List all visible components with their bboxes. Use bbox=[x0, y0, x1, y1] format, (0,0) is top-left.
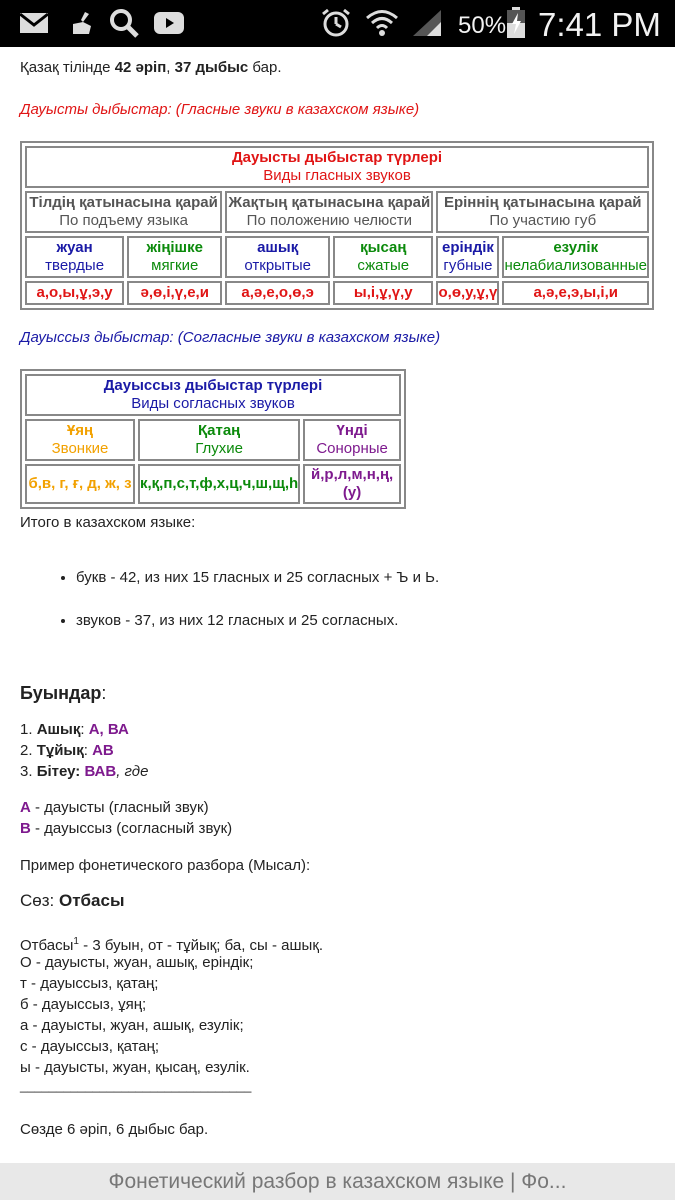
syllable-extra: , где bbox=[116, 763, 149, 780]
syllable-sep: : bbox=[80, 721, 89, 738]
syllable-name: Ашық bbox=[36, 721, 81, 738]
analysis-footnote: 1 bbox=[73, 936, 79, 947]
vowel-group-ru: По положению челюсти bbox=[246, 212, 413, 229]
consonant-letters: к,қ,п,с,т,ф,х,ц,ч,ш,щ,һ bbox=[138, 464, 300, 504]
battery-percent: 50% bbox=[458, 12, 507, 39]
vowel-type-cell bbox=[225, 236, 330, 278]
vowel-type-kz: қысаң bbox=[360, 239, 407, 256]
syllable-value: А, ВА bbox=[88, 721, 129, 738]
consonant-type-kz: Ұяң bbox=[66, 422, 94, 439]
syllables-heading bbox=[20, 683, 106, 704]
example-heading: Пример фонетического разбора (Мысал): bbox=[20, 857, 311, 874]
vowel-group-ru: По участию губ bbox=[489, 212, 597, 229]
analysis-line: О - дауысты, жуан, ашық, еріндік; bbox=[20, 954, 254, 971]
consonant-letters: й,р,л,м,н,ң,(у) bbox=[303, 464, 401, 504]
consonant-letters: б,в, г, ғ, д, ж, з bbox=[25, 464, 135, 504]
vowel-type-cell bbox=[25, 236, 124, 278]
consonant-type-kz: Үнді bbox=[336, 422, 368, 439]
vowel-group-header bbox=[225, 191, 433, 233]
vowel-type-cell bbox=[502, 236, 649, 278]
vowel-group-ru: По подъему языка bbox=[59, 212, 188, 229]
vowel-type-ru: губные bbox=[443, 257, 493, 274]
clock: 7:41 PM bbox=[538, 6, 661, 43]
vowel-type-ru: мягкие bbox=[151, 257, 199, 274]
consonants-heading: Дауыссыз дыбыстар: (Согласные звуки в казахском языке) bbox=[20, 329, 441, 346]
wifi-icon bbox=[365, 8, 399, 38]
vowel-type-kz: еріндік bbox=[441, 239, 494, 256]
consonant-title-ru: Виды согласных звуков bbox=[131, 395, 295, 412]
analysis-line: с - дауыссыз, қатаң; bbox=[20, 1038, 160, 1055]
intro-sounds: 37 дыбыс bbox=[174, 59, 249, 76]
syllables-title: Буындар bbox=[20, 683, 102, 703]
syllables-colon: : bbox=[101, 683, 107, 703]
syllable-name: Тұйық bbox=[36, 742, 84, 759]
syllable-item bbox=[20, 742, 114, 759]
syllable-name: Бітеу: bbox=[36, 763, 81, 780]
vowel-letters: о,ө,у,ұ,ү bbox=[436, 281, 499, 305]
vowel-group-kz: Жақтың қатынасына қарай bbox=[228, 194, 431, 211]
syllable-num: 1. bbox=[20, 721, 37, 738]
totals-list bbox=[58, 612, 398, 629]
cleaner-icon bbox=[68, 8, 96, 38]
youtube-icon bbox=[153, 8, 185, 38]
list-item: • звуков - 37, из них 12 гласных и 25 согласных. bbox=[76, 612, 398, 629]
list-item: • букв - 42, из них 15 гласных и 25 согласных + Ъ и Ь. bbox=[76, 569, 439, 586]
vowel-type-cell bbox=[127, 236, 222, 278]
vowel-title-ru: Виды гласных звуков bbox=[263, 167, 411, 184]
analysis-line: ы - дауысты, жуан, қысаң, езулік. bbox=[20, 1059, 250, 1076]
intro-suffix: бар. bbox=[248, 59, 282, 76]
consonant-table bbox=[20, 369, 406, 509]
vowel-type-ru: сжатые bbox=[357, 257, 410, 274]
legend-text: - дауыссыз (согласный звук) bbox=[30, 820, 233, 837]
example-word bbox=[20, 891, 124, 911]
legend-item bbox=[20, 820, 232, 837]
consonant-type-kz: Қатаң bbox=[197, 422, 241, 439]
vowel-letters: ә,ө,і,ү,е,и bbox=[127, 281, 222, 305]
vowel-group-kz: Еріннің қатынасына қарай bbox=[443, 194, 642, 211]
syllable-num: 2. bbox=[20, 742, 37, 759]
vowel-letters: а,ә,е,э,ы,і,и bbox=[502, 281, 649, 305]
word-value: Отбасы bbox=[58, 891, 125, 910]
vowels-heading: Дауысты дыбыстар: (Гласные звуки в казахском языке) bbox=[20, 101, 420, 118]
page-title-footer[interactable]: Фонетический разбор в казахском языке | Фо... bbox=[0, 1163, 675, 1200]
vowel-type-kz: жіңішке bbox=[146, 239, 203, 256]
syllable-item bbox=[20, 763, 148, 780]
vowel-type-kz: езулік bbox=[553, 239, 599, 256]
analysis-line: т - дауыссыз, қатаң; bbox=[20, 975, 159, 992]
legend-text: - дауысты (гласный звук) bbox=[30, 799, 209, 816]
syllable-value: АВ bbox=[92, 742, 114, 759]
analysis-post: - 3 буын, от - тұйық; ба, сы - ашық. bbox=[78, 937, 324, 954]
vowel-table bbox=[20, 141, 654, 310]
vowel-type-ru: открытые bbox=[244, 257, 311, 274]
alarm-icon bbox=[320, 8, 352, 38]
syllable-num: 3. bbox=[20, 763, 37, 780]
vowel-group-kz: Тілдің қатынасына қарай bbox=[29, 194, 218, 211]
syllable-value: ВАВ bbox=[84, 763, 117, 780]
syllable-sep: : bbox=[83, 742, 93, 759]
vowel-type-kz: жуан bbox=[56, 239, 93, 256]
battery-icon bbox=[505, 8, 527, 38]
vowel-type-ru: нелабиализованные bbox=[504, 257, 647, 274]
consonant-table-title bbox=[25, 374, 401, 416]
vowel-title-kz: Дауысты дыбыстар түрлері bbox=[231, 149, 443, 166]
legend-item bbox=[20, 799, 209, 816]
consonant-type-cell bbox=[25, 419, 135, 461]
legend-letter: А bbox=[20, 799, 31, 816]
vowel-group-header bbox=[25, 191, 222, 233]
totals-list bbox=[58, 569, 439, 586]
vowel-letters: ы,і,ұ,ү,у bbox=[333, 281, 433, 305]
consonant-type-cell bbox=[138, 419, 300, 461]
analysis-line: а - дауысты, жуан, ашық, езулік; bbox=[20, 1017, 244, 1034]
search-icon bbox=[108, 8, 140, 38]
intro-letters: 42 әріп bbox=[114, 59, 167, 76]
consonant-title-kz: Дауыссыз дыбыстар түрлері bbox=[103, 377, 323, 394]
analysis-pre: Отбасы bbox=[20, 937, 74, 954]
intro-text bbox=[20, 59, 282, 76]
status-bar bbox=[0, 0, 675, 47]
intro-comma: , bbox=[166, 59, 175, 76]
total-heading: Итого в казахском языке: bbox=[20, 514, 196, 531]
signal-icon bbox=[410, 8, 444, 38]
vowel-type-kz: ашық bbox=[257, 239, 299, 256]
summary-text: Сөзде 6 әріп, 6 дыбыс бар. bbox=[20, 1121, 209, 1138]
consonant-type-ru: Сонорные bbox=[316, 440, 388, 457]
vowel-group-header bbox=[436, 191, 649, 233]
intro-prefix: Қазақ тілінде bbox=[20, 59, 115, 76]
vowel-type-cell bbox=[333, 236, 433, 278]
vowel-letters: а,ә,е,о,ө,э bbox=[225, 281, 330, 305]
syllable-item bbox=[20, 721, 129, 738]
consonant-type-ru: Глухие bbox=[195, 440, 243, 457]
mail-icon bbox=[18, 8, 50, 38]
consonant-type-ru: Звонкие bbox=[51, 440, 109, 457]
analysis-line: б - дауыссыз, ұяң; bbox=[20, 996, 147, 1013]
vowel-letters: а,о,ы,ұ,э,у bbox=[25, 281, 124, 305]
legend-letter: В bbox=[20, 820, 31, 837]
vowel-type-ru: твердые bbox=[45, 257, 105, 274]
consonant-type-cell bbox=[303, 419, 401, 461]
separator-rule: ________________________________ bbox=[20, 1078, 252, 1093]
vowel-table-title bbox=[25, 146, 649, 188]
vowel-type-cell bbox=[436, 236, 499, 278]
word-label: Сөз: bbox=[20, 891, 59, 910]
